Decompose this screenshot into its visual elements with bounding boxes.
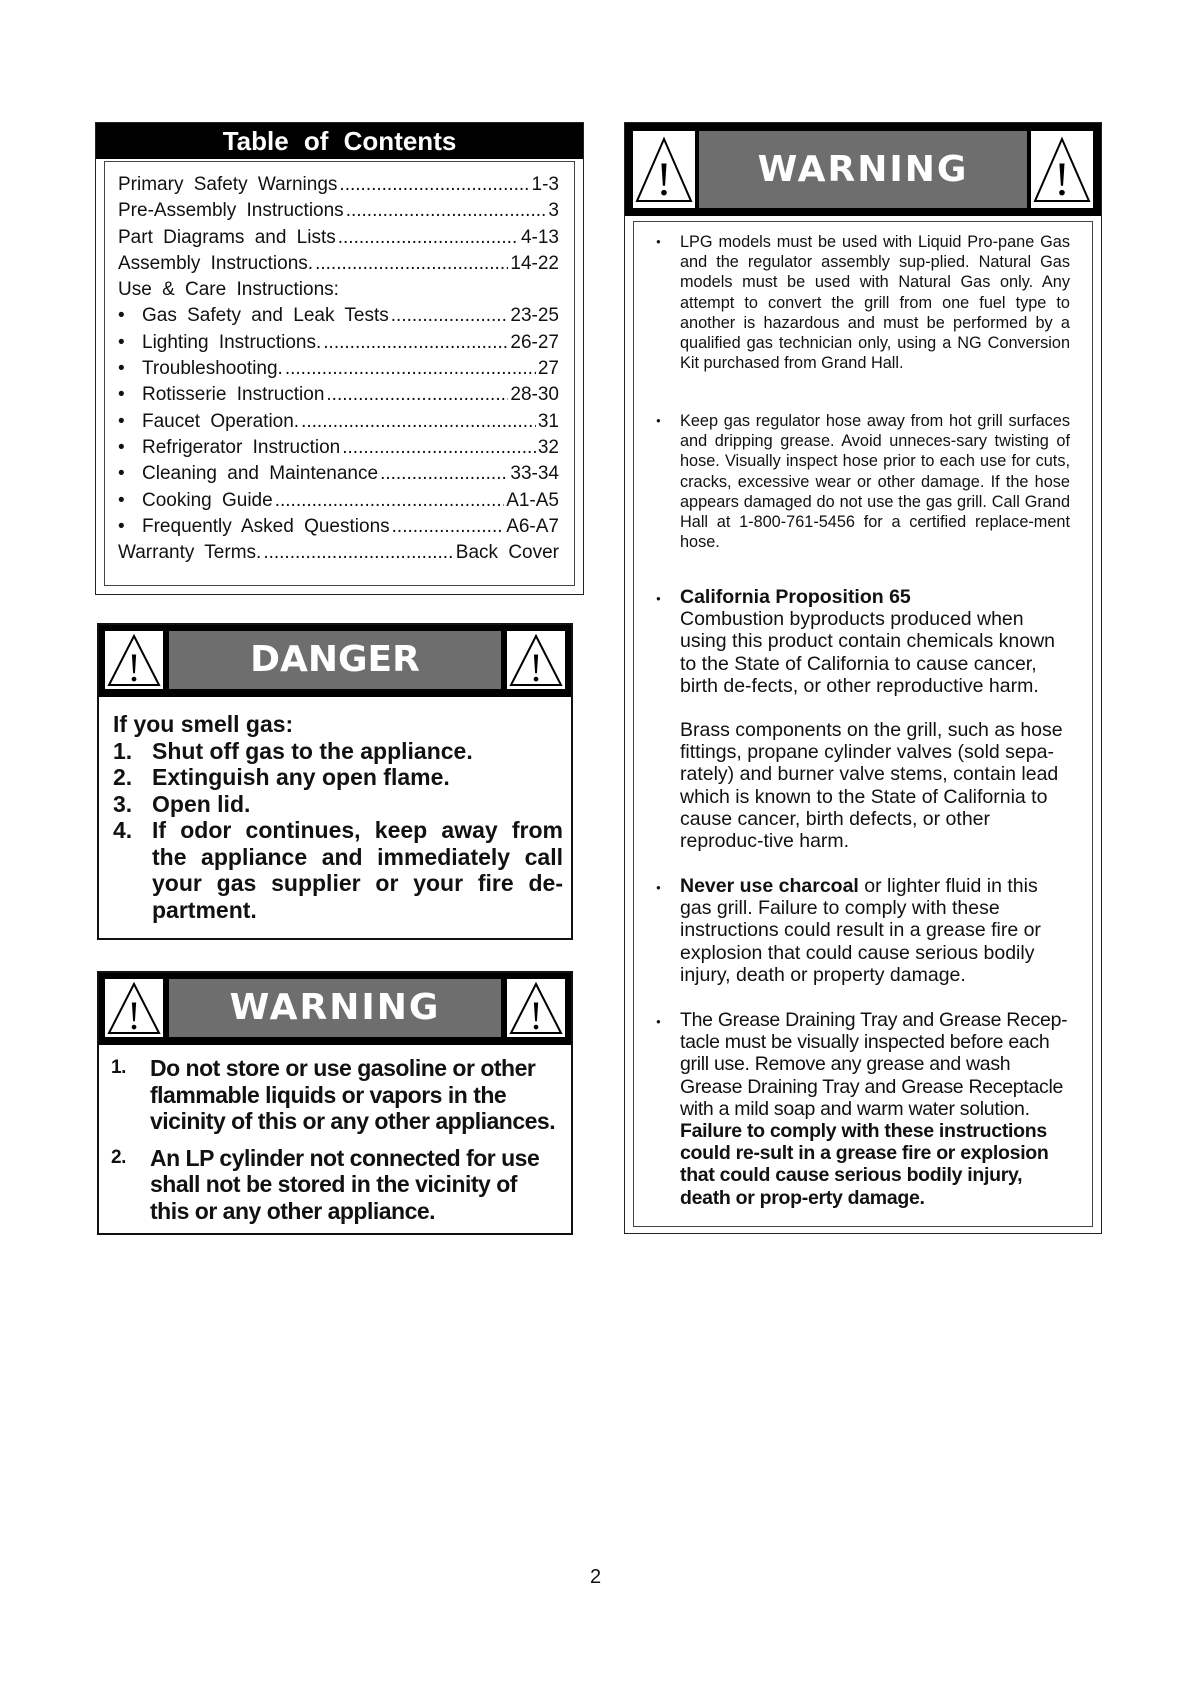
lpg-warning: ● LPG models must be used with Liquid Pro-pane Gas and the regulator assembly sup-plied. Natural Gas models must be used with Natural Gas only. Any attempt to convert the grill from one fuel type to another is hazardous and must be performed by a qualified gas technician only, using a NG Conversion Kit purchased from Grand Hall. (634, 232, 1094, 373)
toc-entry: • Cooking Guide ..... A1-A5 (118, 490, 559, 516)
toc-entry: Assembly Instructions. ..... 14-22 (118, 253, 559, 279)
charcoal-warning: ● Never use charcoal or lighter fluid in this gas grill. Failure to comply with these instructions could result in a grease fire or explosion that could cause serious bodily injury, death or property damage. (634, 875, 1094, 986)
warning-triangle-icon (105, 631, 163, 689)
toc-entry: Primary Safety Warnings ..... 1-3 (118, 174, 559, 200)
table-of-contents (95, 122, 584, 595)
warning-banner (99, 973, 571, 1045)
svg-text:!: ! (1054, 153, 1070, 206)
warning-triangle-icon (633, 131, 695, 208)
svg-text:!: ! (127, 645, 141, 689)
danger-instructions (113, 711, 563, 923)
toc-entry: • Cleaning and Maintenance ..... 33-34 (118, 463, 559, 489)
list-item: 2. Extinguish any open flame. (113, 764, 450, 790)
toc-section-heading: Use & Care Instructions: (118, 279, 339, 301)
toc-entry: • Frequently Asked Questions ..... A6-A7 (118, 516, 559, 542)
prop65-warning: ● California Proposition 65 Combustion byproducts produced when using this product contain chemicals known to the State of California to cause cancer, birth de-fects, or other reproductive harm. Brass components on the grill, such as hose fittings, propane cylinder valves (sold sepa-rately) and burner valve stems, contain lead which is known to the State of California to cause cancer, birth defects, or other reproduc-tive harm. (634, 586, 1094, 852)
warning-triangle-icon (507, 631, 565, 689)
warning-details (633, 221, 1093, 1227)
danger-banner (99, 625, 571, 697)
svg-text:!: ! (127, 993, 141, 1037)
toc-title: Table of Contents (96, 123, 583, 159)
warning-banner (625, 123, 1101, 216)
danger-heading: DANGER (169, 631, 501, 689)
svg-text:!: ! (529, 645, 543, 689)
toc-entry: • Faucet Operation. ..... 31 (118, 411, 559, 437)
warning-instructions (111, 1055, 561, 1224)
toc-entry: • Refrigerator Instruction ..... 32 (118, 437, 559, 463)
list-item: 2. An LP cylinder not connected for use shall not be stored in the vicinity of this or any other appliance. (111, 1144, 540, 1224)
warning-box-right (624, 122, 1102, 1234)
list-item: 1. Shut off gas to the appliance. (113, 737, 473, 764)
danger-intro: If you smell gas: (113, 711, 294, 737)
svg-text:!: ! (656, 153, 672, 206)
list-item: 3. Open lid. (113, 790, 251, 817)
danger-box (97, 623, 573, 940)
toc-entry: Pre-Assembly Instructions ..... 3 (118, 200, 559, 226)
prop65-title: ● California Proposition 65 (680, 586, 911, 608)
toc-entry: Part Diagrams and Lists ..... 4-13 (118, 227, 559, 253)
warning-triangle-icon (105, 979, 163, 1037)
warning-heading: WARNING (699, 131, 1027, 208)
warning-box-left (97, 971, 573, 1235)
toc-entry: Warranty Terms. ..... Back Cover (118, 542, 559, 568)
svg-text:!: ! (529, 993, 543, 1037)
toc-list (104, 161, 575, 586)
hose-warning: ● Keep gas regulator hose away from hot grill surfaces and dripping grease. Avoid unneces-sary twisting of hose. Visually inspect hose prior to each use for cuts, cracks, excessive wear or other damage. If the hose appears damaged do not use the gas grill. Call Grand Hall at 1-800-761-5456 for a certified replace-ment hose. (634, 411, 1094, 552)
toc-entry: • Rotisserie Instruction ..... 28-30 (118, 384, 559, 410)
grease-warning: ● The Grease Draining Tray and Grease Recep-tacle must be visually inspected before each grill use. Remove any grease and wash Grease Draining Tray and Grease Receptacle with a mild soap and warm water solution. Failure to comply with these instructions could re-sult in a grease fire or explosion that could cause serious bodily injury, death or prop-erty damage. (634, 1009, 1094, 1209)
toc-entry: • Gas Safety and Leak Tests ..... 23-25 (118, 305, 559, 331)
page-number: 2 (589, 1566, 602, 1588)
warning-triangle-icon (1031, 131, 1093, 208)
warning-triangle-icon (507, 979, 565, 1037)
warning-heading: WARNING (169, 979, 501, 1037)
toc-entry: • Lighting Instructions. ..... 26-27 (118, 332, 559, 358)
list-item: 4. If odor continues, keep away from the appliance and immediately call your gas supplier or your fire de-partment. (113, 817, 563, 923)
toc-entry: • Troubleshooting. ..... 27 (118, 358, 559, 384)
list-item: 1. Do not store or use gasoline or other flammable liquids or vapors in the vicinity of this or any other appliances. (111, 1055, 556, 1134)
